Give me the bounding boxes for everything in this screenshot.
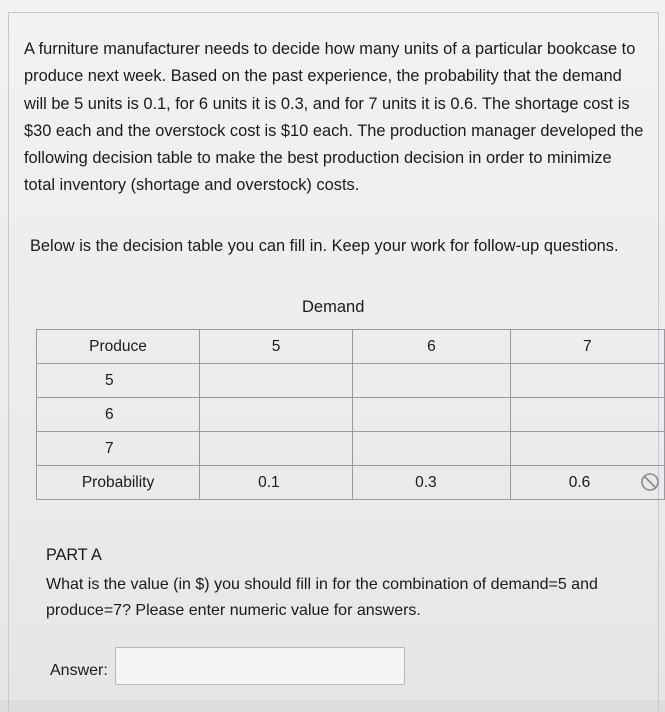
- table-cell: [510, 398, 664, 432]
- table-cell: [510, 432, 664, 466]
- table-header-row: [37, 330, 665, 364]
- table-cell: [353, 432, 511, 466]
- probability-demand-7-cell: [510, 466, 664, 500]
- table-cell: [200, 432, 353, 466]
- produce-6-label: 6: [37, 398, 200, 432]
- table-cell: [353, 364, 511, 398]
- produce-5-label: 5: [37, 364, 200, 398]
- probability-demand-5: 0.1: [200, 466, 353, 500]
- table-cell: [353, 398, 511, 432]
- part-a-title: PART A: [46, 546, 102, 564]
- probability-demand-7: 0.6: [568, 473, 591, 491]
- problem-statement: A furniture manufacturer needs to decide how many units of a particular bookcase to produce next week. Based on the past experience, the probability that the demand will be 5 units is 0.1, for 6 units it is 0.3, and for 7 units it is 0.6. The shortage cost is $30 each and the overstock cost is $10 each. The production manager developed the following decision table to make the best production decision in order to minimize total inventory (shortage and overstock) costs.: [24, 40, 644, 195]
- table-row: [37, 364, 665, 398]
- forbidden-icon: [640, 472, 660, 492]
- demand-6-header: 6: [353, 330, 511, 364]
- table-instructions: Below is the decision table you can fill in. Keep your work for follow-up questions.: [30, 237, 619, 255]
- table-row: [37, 432, 665, 466]
- demand-heading: Demand: [302, 298, 365, 316]
- table-cell: [200, 364, 353, 398]
- demand-5-header: 5: [200, 330, 353, 364]
- produce-header: Produce: [37, 330, 200, 364]
- probability-row: [37, 466, 665, 500]
- answer-label: Answer:: [50, 662, 108, 679]
- demand-7-header: 7: [510, 330, 664, 364]
- table-cell: [200, 398, 353, 432]
- probability-demand-6: 0.3: [353, 466, 511, 500]
- probability-label: Probability: [37, 466, 200, 500]
- table-cell: [510, 364, 664, 398]
- produce-7-label: 7: [37, 432, 200, 466]
- answer-input[interactable]: [115, 647, 405, 685]
- decision-table: [36, 329, 665, 500]
- table-row: [37, 398, 665, 432]
- part-a-question: What is the value (in $) you should fill in for the combination of demand=5 and produce=7? Please enter numeric value for answers.: [46, 576, 598, 619]
